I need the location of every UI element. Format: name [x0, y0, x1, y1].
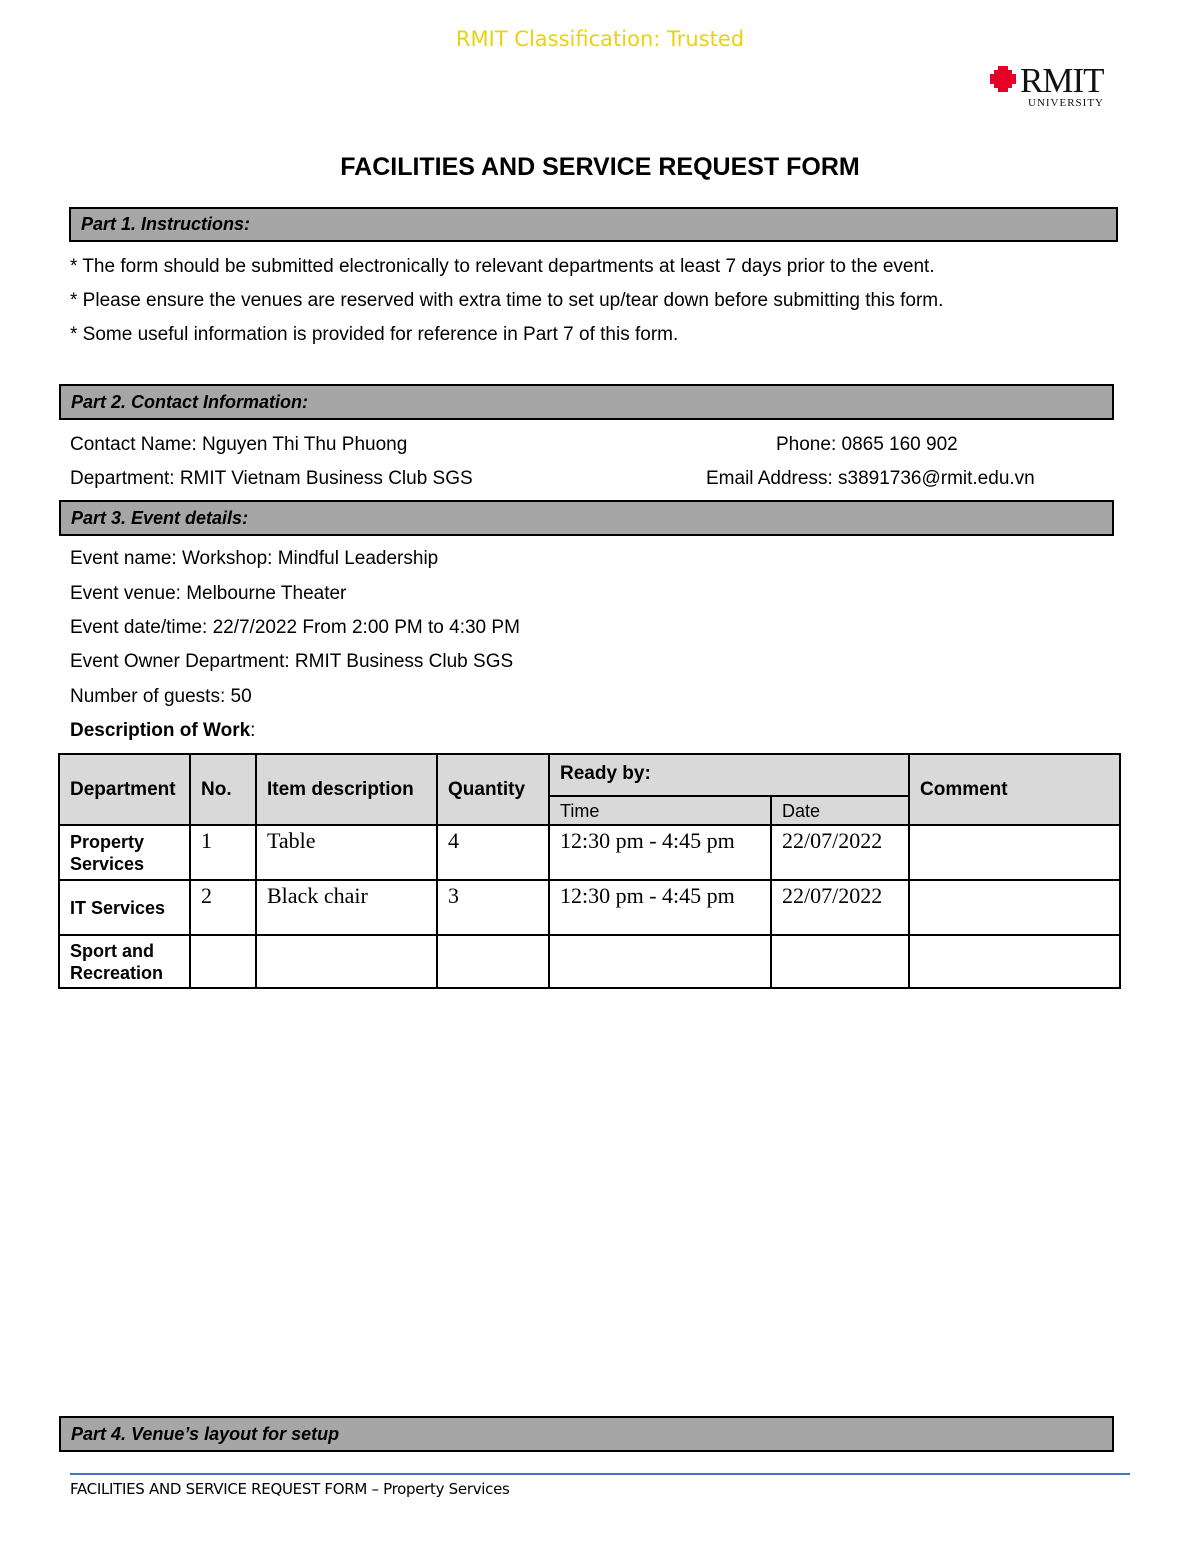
- cell-date: 22/07/2022: [771, 880, 909, 935]
- classification-label: RMIT Classification: Trusted: [455, 27, 745, 51]
- table-row: [59, 880, 1120, 935]
- table-row: [59, 825, 1120, 880]
- cell-comment: [909, 825, 1120, 880]
- logo-subtitle: UNIVERSITY: [1028, 97, 1104, 109]
- header-ready-by: Ready by:: [549, 754, 909, 796]
- description-colon: :: [250, 720, 256, 741]
- contact-email: Email Address: s3891736@rmit.edu.vn: [706, 468, 1035, 489]
- instruction-line: * Please ensure the venues are reserved with extra time to set up/tear down before submitting this form.: [70, 290, 944, 311]
- cell-comment: [909, 880, 1120, 935]
- cell-date: 22/07/2022: [771, 825, 909, 880]
- header-no: No.: [190, 754, 256, 825]
- cell-no: [190, 935, 256, 988]
- event-name: Event name: Workshop: Mindful Leadership: [70, 548, 439, 569]
- part1-heading: Part 1. Instructions:: [69, 207, 1118, 242]
- footer-divider: [70, 1473, 1130, 1475]
- event-owner: Event Owner Department: RMIT Business Club SGS: [70, 651, 514, 672]
- event-venue: Event venue: Melbourne Theater: [70, 583, 347, 604]
- work-table: [58, 753, 1121, 989]
- cell-item: Table: [256, 825, 437, 880]
- cell-date: [771, 935, 909, 988]
- cell-time: 12:30 pm - 4:45 pm: [549, 825, 771, 880]
- cell-item: [256, 935, 437, 988]
- cell-quantity: [437, 935, 549, 988]
- cell-time: 12:30 pm - 4:45 pm: [549, 880, 771, 935]
- cell-quantity: 3: [437, 880, 549, 935]
- logo-wordmark: RMIT: [1020, 61, 1104, 100]
- contact-name: Contact Name: Nguyen Thi Thu Phuong: [70, 434, 408, 455]
- cell-department: Sport and Recreation: [59, 935, 190, 988]
- header-quantity: Quantity: [437, 754, 549, 825]
- rmit-pixel-icon: [990, 66, 1016, 92]
- instruction-line: * The form should be submitted electronically to relevant departments at least 7 days prior to the event.: [70, 256, 935, 277]
- description-label: [70, 720, 255, 742]
- event-guests: Number of guests: 50: [70, 686, 252, 707]
- description-label-text: Description of Work: [70, 720, 251, 741]
- cell-department: Property Services: [59, 825, 190, 880]
- cell-no: 2: [190, 880, 256, 935]
- cell-quantity: 4: [437, 825, 549, 880]
- header-date: Date: [771, 796, 909, 825]
- header-item: Item description: [256, 754, 437, 825]
- table-row: [59, 935, 1120, 988]
- cell-item: Black chair: [256, 880, 437, 935]
- cell-department: IT Services: [59, 880, 190, 935]
- cell-time: [549, 935, 771, 988]
- cell-no: 1: [190, 825, 256, 880]
- form-title: FACILITIES AND SERVICE REQUEST FORM: [340, 153, 860, 181]
- header-time: Time: [549, 796, 771, 825]
- rmit-logo: [988, 61, 1118, 112]
- contact-phone: Phone: 0865 160 902: [776, 434, 958, 455]
- part2-heading: Part 2. Contact Information:: [59, 384, 1114, 420]
- event-datetime: Event date/time: 22/7/2022 From 2:00 PM to 4:30 PM: [70, 617, 520, 638]
- cell-comment: [909, 935, 1120, 988]
- instruction-line: * Some useful information is provided for reference in Part 7 of this form.: [70, 324, 679, 345]
- page-footer: FACILITIES AND SERVICE REQUEST FORM – Property Services: [70, 1480, 510, 1498]
- contact-department: Department: RMIT Vietnam Business Club SGS: [70, 468, 473, 489]
- part4-heading: Part 4. Venue’s layout for setup: [59, 1416, 1114, 1452]
- part3-heading: Part 3. Event details:: [59, 500, 1114, 536]
- header-comment: Comment: [909, 754, 1120, 825]
- header-department: Department: [59, 754, 190, 825]
